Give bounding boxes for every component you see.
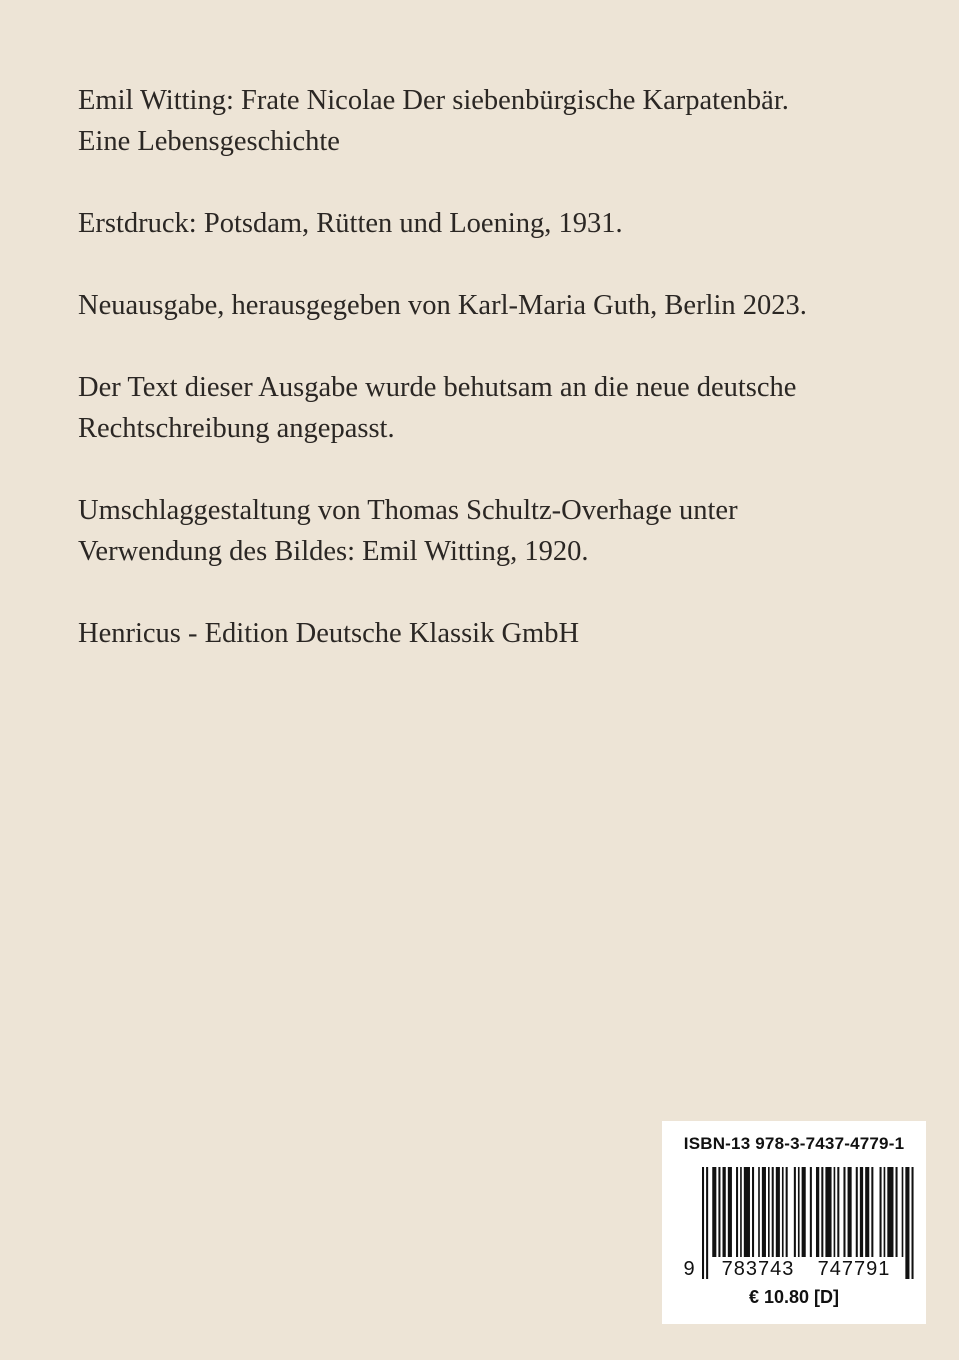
barcode-right-digits: 747791 [817,1258,891,1279]
barcode-bar [865,1167,869,1257]
first-print-paragraph [78,203,898,244]
barcode-bar [758,1167,760,1257]
cover-design-line-1: Umschlaggestaltung von Thomas Schultz-Overhage unter [78,495,738,526]
barcode-bar [706,1167,708,1279]
barcode-bar [912,1167,914,1279]
barcode-bar [837,1167,839,1257]
spelling-line-1: Der Text dieser Ausgabe wurde behutsam an die neue deutsche [78,372,797,403]
publisher-paragraph [78,613,898,654]
barcode-bar [744,1167,750,1257]
cover-design-line-2: Verwendung des Bildes: Emil Witting, 1920. [78,536,589,567]
barcode-bar [810,1167,812,1257]
title-line: Emil Witting: Frate Nicolae Der siebenbürgische Karpatenbär. [78,85,789,116]
barcode-bar [762,1167,766,1257]
barcode-bar [736,1167,738,1257]
barcode-bar [902,1167,904,1257]
subtitle-line: Eine Lebensgeschichte [78,126,340,157]
barcode-bar [880,1167,882,1257]
barcode-bar [856,1167,858,1257]
price-label: € 10.80 [D] [748,1287,840,1307]
barcode-bar [712,1167,716,1257]
barcode-bar [834,1167,836,1257]
barcode-bar [802,1167,806,1257]
barcode-bar [776,1167,780,1257]
barcode-bar [798,1167,800,1257]
barcode-bar [723,1167,726,1257]
barcode [662,1161,926,1279]
barcode-bar [786,1167,788,1257]
barcode-bar [752,1167,754,1257]
barcode-left-digits: 783743 [721,1258,795,1279]
barcode-bar [702,1167,704,1279]
colophon [78,80,898,695]
cover-design-paragraph [78,490,898,572]
barcode-bar [816,1167,819,1257]
barcode-bar [821,1167,823,1257]
isbn-barcode-box [662,1121,926,1324]
publisher-line: Henricus - Edition Deutsche Klassik GmbH [78,618,580,649]
barcode-first-digit: 9 [683,1258,695,1279]
barcode-bar [772,1167,774,1257]
barcode-bar [860,1167,863,1257]
title-paragraph [78,80,898,162]
barcode-bar [887,1167,893,1257]
barcode-bar [728,1167,732,1257]
barcode-bar [871,1167,873,1257]
barcode-bar [896,1167,898,1257]
barcode-bar [718,1167,720,1257]
new-edition-paragraph [78,285,898,326]
barcode-bar [782,1167,784,1257]
barcode-bar [740,1167,742,1257]
barcode-bar [884,1167,886,1257]
barcode-bar [768,1167,770,1257]
barcode-bar [905,1167,909,1279]
barcode-bar [825,1167,831,1257]
isbn-label: ISBN-13 978-3-7437-4779-1 [683,1134,905,1153]
barcode-bar [794,1167,796,1257]
spelling-line-2: Rechtschreibung angepasst. [78,413,395,444]
new-edition-line: Neuausgabe, herausgegeben von Karl-Maria Guth, Berlin 2023. [78,290,807,321]
spelling-paragraph [78,367,898,449]
first-print-line: Erstdruck: Potsdam, Rütten und Loening, 1931. [78,208,623,239]
